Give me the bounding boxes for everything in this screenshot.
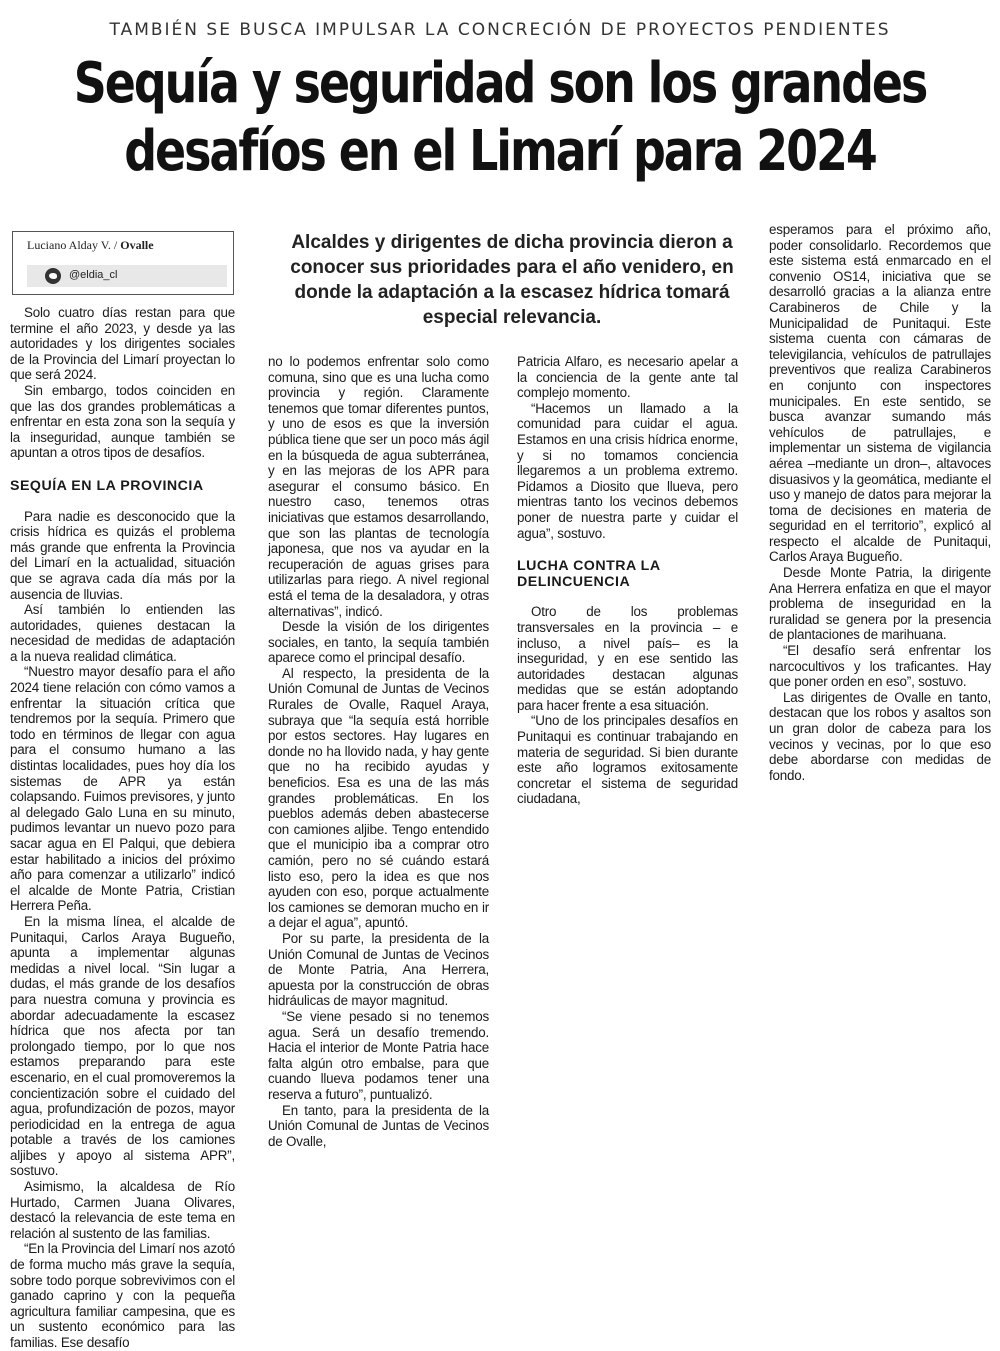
paragraph-continued: Patricia Alfaro, es necesario apelar a la conciencia de la gente ante tal complejo momento. (517, 354, 738, 401)
paragraph-continued: esperamos para el próximo año, poder consolidarlo. Recordemos que este sistema está enmarcado en el convenio OS14, iniciativa que se desarrolló gracias a la alianza entre Carabineros de Chile y la Municipalidad de Punitaqui. Este sistema cuenta con cámaras de televigilancia, vehículos de patrullajes preventivos que realiza Carabineros en conjunto con inspectores municipales. En este sentido, se busca avanzar sumando más vehículos de patrullajes, e implementar un sistema de vigilancia aérea –mediante un dron–, altavoces disuasivos y la geomática, mediante el uso y manejo de datos para mejorar la toma de decisiones en materia de seguridad en el territorio”, explicó al respecto el alcalde de Punitaqui, Carlos Araya Bugueño. (769, 222, 991, 565)
paragraph: “Uno de los principales desafíos en Punitaqui es continuar trabajando en materia de seguridad. Si bien durante este año logramos exitosamente concretar el sistema de seguridad ciudadana, (517, 713, 738, 807)
paragraph: Desde la visión de los dirigentes sociales, en tanto, la sequía también aparece como el principal desafío. (268, 619, 489, 666)
article-column-1 (10, 305, 235, 1351)
article-headline (20, 50, 979, 186)
paragraph: En la misma línea, el alcalde de Punitaqui, Carlos Araya Bugueño, apunta a implementar algunas medidas a nivel local. “Sin lugar a dudas, el más grande de los desafíos para nuestra comuna y provincia es abordar adecuadamente la escasez hídrica que nos afecta por tan prolongado tiempo, por lo que nos estamos preparando para este escenario, en el cual promoveremos la concientización sobre el cuidado del agua, profundización de pozos, mayor periodicidad en la entrega de agua potable a través de los camiones aljibes y apoyo al sistema APR”, sostuvo. (10, 913, 235, 1179)
paragraph: Por su parte, la presidenta de la Unión Comunal de Juntas de Vecinos de Monte Patria, Ana Herrera, apuesta por la construcción de obras hidráulicas de mayor magnitud. (268, 930, 489, 1009)
article-column-3 (517, 354, 738, 807)
author-location: Ovalle (120, 238, 154, 252)
author-name: Luciano Alday V. (27, 238, 111, 252)
article-kicker: TAMBIÉN SE BUSCA IMPULSAR LA CONCRECIÓN DE PROYECTOS PENDIENTES (109, 20, 891, 40)
paragraph: “El desafío será enfrentar los narcocultivos y los traficantes. Hay que poner orden en eso”, sostuvo. (769, 643, 991, 690)
paragraph: “Nuestro mayor desafío para el año 2024 tiene relación con cómo vamos a enfrentar la situación crítica que tendremos por la sequía. Primero que todo en términos de llegar con agua para el consumo humano a las distintas localidades, pues hoy día los sistemas de APR ya están colapsando. Fuimos previsores, y junto al delegado Galo Luna en su minuto, pudimos levantar un nuevo pozo para sacar agua en El Palqui, que debiera estar habilitado a inicios del próximo año para comenzar a utilizarlo” indicó el alcalde de Monte Patria, Cristian Herrera Peña. (10, 664, 235, 914)
byline-box (12, 231, 234, 295)
byline-author-line (27, 238, 154, 253)
twitter-bar (27, 265, 227, 287)
paragraph: Así también lo entienden las autoridades, quienes destacan la necesidad de medidas de adaptación a la nueva realidad climática. (10, 602, 235, 664)
twitter-handle: @eldia_cl (69, 269, 118, 281)
article-column-4 (769, 222, 991, 783)
section-heading: SEQUÍA EN LA PROVINCIA (10, 477, 204, 494)
paragraph: Las dirigentes de Ovalle en tanto, destacan que los robos y asaltos son un gran dolor de cabeza para los vecinos y vecinas, por lo que eso debe abordarse con medidas de fondo. (769, 689, 991, 783)
headline-line-1: Sequía y seguridad son los grandes (73, 51, 927, 116)
section-heading: LUCHA CONTRA LA DELINCUENCIA (517, 558, 661, 590)
headline-line-2: desafíos en el Limarí para 2024 (124, 119, 876, 184)
article-column-2 (268, 354, 489, 1149)
article-lead: Alcaldes y dirigentes de dicha provincia dieron a conocer sus prioridades para el año venidero, en donde la adaptación a la escasez hídrica tomará especial relevancia. (290, 232, 734, 328)
paragraph: Desde Monte Patria, la dirigente Ana Herrera enfatiza en que el mayor problema de inseguridad en la ruralidad se genera por la presencia de plantaciones de marihuana. (769, 565, 991, 643)
paragraph-continued: no lo podemos enfrentar solo como comuna, sino que es una lucha como provincia y región. Claramente tenemos que tomar diferentes puntos, y uno de esos es que la inversión pública tiene que ser un poco más ágil en la búsqueda de agua subterránea, y en las mejoras de los APR para asegurar el consumo básico. En nuestro caso, tenemos otras iniciativas que estamos desarrollando, que son las plantas de tecnología japonesa, que nos va ayudar en la recuperación de aguas grises para utilizarlas para riego. A nivel regional está el tema de la desaladora, y otras alternativas”, indicó. (268, 354, 489, 619)
paragraph: “En la Provincia del Limarí nos azotó de forma mucho más grave la sequía, sobre todo porque sobrevivimos con el ganado caprino y con la pequeña agricultura familiar campesina, que es un sustento económico para las familias. Ese desafío (10, 1241, 235, 1350)
paragraph: En tanto, para la presidenta de la Unión Comunal de Juntas de Vecinos de Ovalle, (268, 1102, 489, 1149)
twitter-bird-icon (45, 268, 61, 284)
paragraph: Para nadie es desconocido que la crisis hídrica es quizás el problema más grande que enfrenta la Provincia del Limarí en la actualidad, situación que se agrava cada día más por la ausencia de lluvias. (10, 508, 235, 602)
paragraph: Asimismo, la alcaldesa de Río Hurtado, Carmen Juana Olivares, destacó la relevancia de este tema en relación al sustento de las familias. (10, 1179, 235, 1241)
paragraph: Otro de los problemas transversales en la provincia – e incluso, a nivel país– es la inseguridad, y en ese sentido las autoridades destacan algunas medidas que se están adoptando para hacer frente a esa situación. (517, 604, 738, 713)
byline-separator: / (113, 238, 118, 252)
paragraph: “Se viene pesado si no tenemos agua. Será un desafío tremendo. Hacia el interior de Monte Patria hace falta algún otro embalse, para que cuando llueva podamos tener una reserva a futuro”, puntualizó. (268, 1008, 489, 1102)
paragraph: “Hacemos un llamado a la comunidad para cuidar el agua. Estamos en una crisis hídrica enorme, y si no tomamos conciencia llegaremos a un problema extremo. Pidamos a Diosito que llueva, pero mientras tanto los vecinos debemos poner de nuestra parte y cuidar el agua”, sostuvo. (517, 400, 738, 541)
paragraph: Solo cuatro días restan para que termine el año 2023, y desde ya las autoridades y los dirigentes sociales de la Provincia del Limarí proyectan lo que será 2024. (10, 305, 235, 383)
paragraph: Al respecto, la presidenta de la Unión Comunal de Juntas de Vecinos Rurales de Ovalle, Raquel Araya, subraya que “la sequía está horrible por estos sectores. Hay lugares en donde no ha llovido nada, y hay gente que no ha recibido ayudas y beneficios. Esa es una de las más grandes problemáticas. En los pueblos además deben abastecerse con camiones aljibe. Tengo entendido que el municipio iba a comprar otro camión, pero no sé cuándo estará listo eso, pero la idea es que nos ayuden con eso, porque actualmente los camiones se demoran mucho en ir a dejar el agua”, apuntó. (268, 665, 489, 931)
paragraph: Sin embargo, todos coinciden en que las dos grandes problemáticas a enfrentar en esta zona son la sequía y la inseguridad, aunque también se apuntan a otros tipos de desafíos. (10, 382, 235, 461)
